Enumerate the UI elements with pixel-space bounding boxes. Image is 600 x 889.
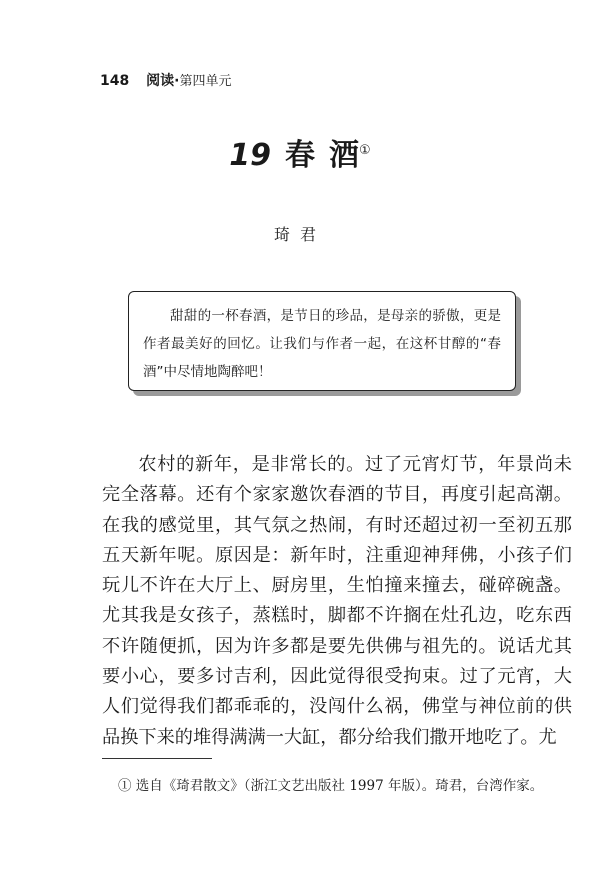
author-name: 琦君 [273, 225, 326, 244]
section-separator: · [174, 73, 180, 89]
body-text [102, 450, 572, 753]
section-name [146, 73, 231, 89]
title-char-1: 春 [285, 138, 330, 173]
lesson-title [0, 130, 600, 174]
lesson-number: 19 [229, 138, 272, 173]
running-header [100, 70, 231, 90]
section-title: 阅读 [146, 73, 175, 89]
paragraph: 农村的新年，是非常长的。过了元宵灯节，年景尚未完全落幕。还有个家家邀饮春酒的节目，再度引起高潮。在我的感觉里，其气氛之热闹，有时还超过初一至初五那五天新年呢。原因是：新年时，注重迎神拜佛，小孩子们玩儿不许在大厅上、厨房里，生怕撞来撞去，碰碎碗盏。尤其我是女孩子，蒸糕时，脚都不许搁在灶孔边，吃东西不许随便抓，因为许多都是要先供佛与祖先的。说话尤其要小心，要多讨吉利，因此觉得很受拘束。过了元宵，大人们觉得我们都乖乖的，没闯什么祸，佛堂与神位前的供品换下来的堆得满满一大缸，都分给我们撒开地吃了。尤 [102, 454, 572, 748]
unit-label: 第四单元 [179, 74, 232, 89]
footnote-divider [102, 758, 212, 759]
title-footnote-mark: ① [359, 143, 371, 158]
title-char-2: 酒 [329, 138, 360, 173]
intro-box: 甜甜的一杯春酒，是节日的珍品，是母亲的骄傲，更是作者最美好的回忆。让我们与作者一起，在这杯甘醇的“春酒”中尽情地陶醉吧！ [128, 291, 516, 391]
page-number: 148 [100, 73, 130, 89]
footnote: ① 选自《琦君散文》（浙江文艺出版社 1997 年版）。琦君，台湾作家。 [118, 778, 544, 794]
